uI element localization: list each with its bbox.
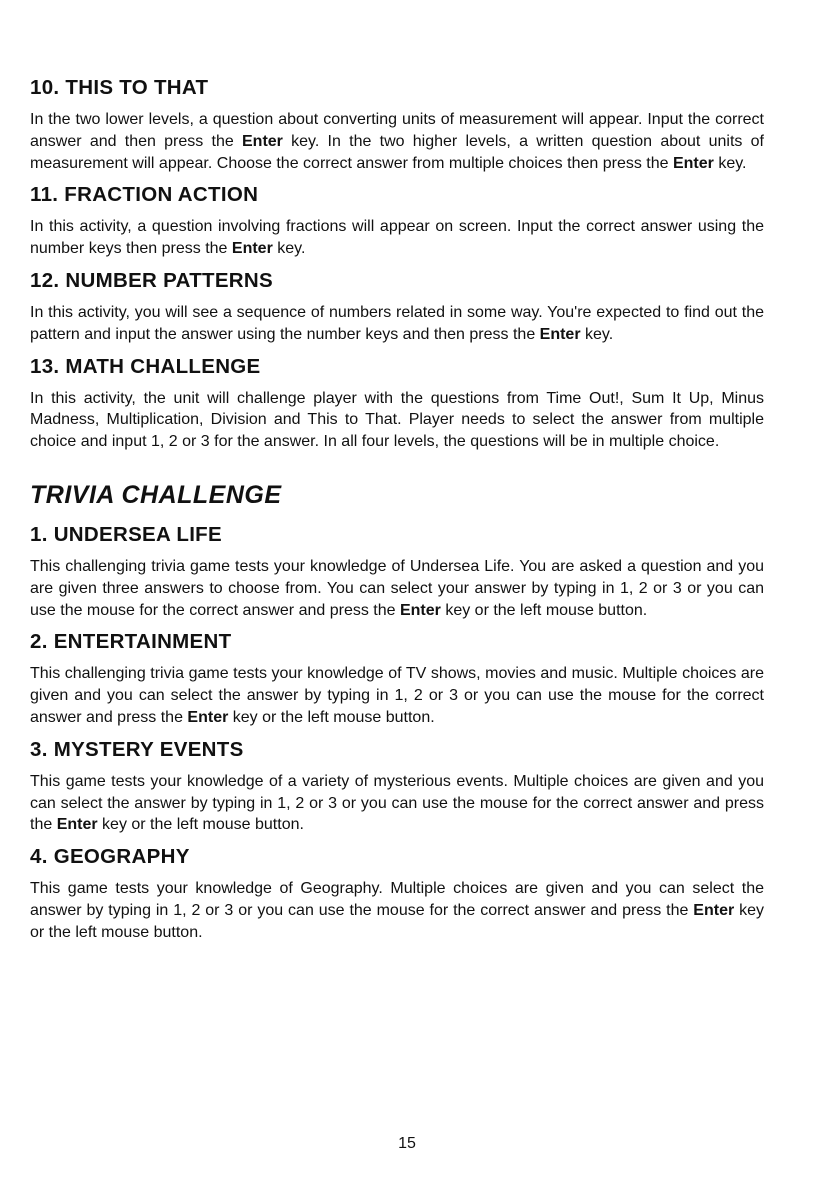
page-number: 15 [398,1135,416,1152]
section-body: This game tests your knowledge of Geography. Multiple choices are given and you can select the answer by typing in 1, 2 or 3 or you can use the mouse for the correct answer and press the Enter key or the left mouse button. [30,880,765,941]
section-body: This game tests your knowledge of a variety of mysterious events. Multiple choices are given and you can select the answer by typing in 1, 2 or 3 or you can use the mouse for the correct answer and press the Enter key or the left mouse button. [30,772,764,834]
section-heading: 11. FRACTION ACTION [30,183,259,207]
section-body: In this activity, you will see a sequence of numbers related in some way. You're expected to find out the pattern and input the answer using the number keys and then press the Enter key. [30,303,764,343]
section-heading: 13. MATH CHALLENGE [30,354,261,378]
section-body: In this activity, the unit will challenge player with the questions from Time Out!, Sum It Up, Minus Madness, Multiplication, Division and This to That. Player needs to select the answer from multiple choice and input 1, 2 or 3 for the answer. In all four levels, the questions will be in multiple choice. [30,389,764,451]
section-body: In the two lower levels, a question about converting units of measurement will appear. Input the correct answer and then press the Enter key. In the two higher levels, a written question about units of measurement will appear. Choose the correct answer from multiple choices then press the Enter key. [30,111,764,172]
enter-key-label: Enter [231,240,273,258]
enter-key-label: Enter [693,901,735,919]
enter-key-label: Enter [56,816,98,834]
section-heading: 10. THIS TO THAT [30,76,209,99]
math-sections [30,76,764,453]
manual-page [30,76,764,953]
section-body: This challenging trivia game tests your knowledge of TV shows, movies and music. Multiple choices are given and you can select the answer by typing in 1, 2 or 3 or you can use the mouse for the correct answer and press the Enter key or the left mouse button. [30,665,764,726]
section-body: In this activity, a question involving fractions will appear on screen. Input the correct answer using the number keys then press the Enter key. [30,218,764,258]
section-heading: 3. MYSTERY EVENTS [30,737,244,761]
enter-key-label: Enter [242,132,283,150]
enter-key-label: Enter [672,154,714,172]
section-heading: 4. GEOGRAPHY [30,845,190,869]
section-heading: 1. UNDERSEA LIFE [30,522,222,546]
section-heading: 2. ENTERTAINMENT [30,630,232,654]
section-heading: 12. NUMBER PATTERNS [30,268,273,292]
trivia-sections [30,523,764,944]
enter-key-label: Enter [187,708,229,726]
enter-key-label: Enter [399,601,441,619]
enter-key-label: Enter [539,325,581,343]
section-body: This challenging trivia game tests your knowledge of Undersea Life. You are asked a question and you are given three answers to choose from. You can select your answer by typing in 1, 2 or 3 or you can use the mouse for the correct answer and press the Enter key or the left mouse button. [30,557,764,619]
trivia-challenge-title: TRIVIA CHALLENGE [30,480,282,509]
